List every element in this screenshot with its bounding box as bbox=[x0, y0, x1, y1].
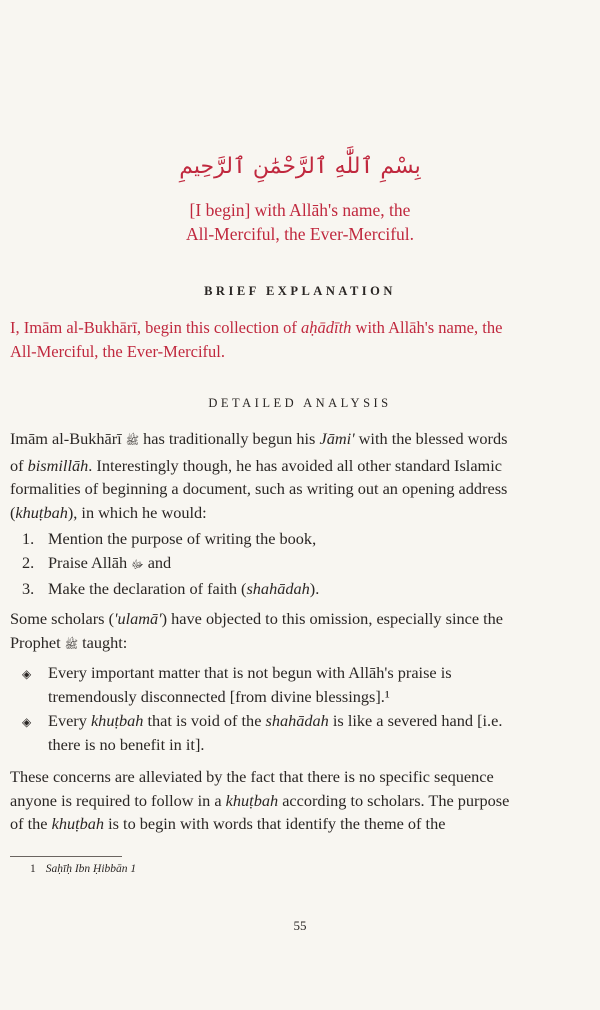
list-item bbox=[22, 709, 512, 756]
brief-explanation-heading: BRIEF EXPLANATION bbox=[204, 284, 396, 298]
numbered-list bbox=[22, 527, 502, 601]
paragraph-italic: khuṭbah bbox=[225, 790, 279, 810]
brief-text-italic: aḥādīth bbox=[301, 318, 352, 337]
honorific-symbol: ﷻ bbox=[131, 558, 144, 571]
list-number: 2. bbox=[22, 552, 35, 572]
list-item-text: Make the declaration of faith ( bbox=[48, 579, 247, 598]
footnote-text: Saḥīḥ Ibn Ḥibbān 1 bbox=[45, 863, 137, 875]
list-item bbox=[22, 527, 502, 551]
list-item-text: and bbox=[143, 552, 172, 572]
paragraph-2 bbox=[10, 607, 515, 657]
paragraph-text: These concerns are alleviated by the fact that there is no specific sequence anyone is required to follow in a bbox=[10, 767, 494, 810]
list-item-text: Praise Allāh bbox=[48, 552, 132, 572]
list-item-text: Mention the purpose of writing the book, bbox=[48, 529, 317, 548]
list-item bbox=[22, 551, 502, 578]
paragraph-text: Imām al-Bukhārī bbox=[10, 429, 126, 448]
detailed-analysis-heading: DETAILED ANALYSIS bbox=[208, 396, 392, 410]
paragraph-italic: bismillāh bbox=[27, 455, 89, 475]
brief-text-part: with Allāh's name, the All-Merciful, the Ever-Merciful. bbox=[10, 318, 503, 361]
brief-text-part: begin bbox=[145, 318, 182, 337]
brief-text-part: I, Imām al-Bukhārī, bbox=[10, 318, 146, 337]
list-item-italic: shahādah bbox=[246, 579, 310, 598]
paragraph-text: has traditionally begun his bbox=[139, 429, 320, 448]
footnote bbox=[30, 863, 136, 875]
list-item bbox=[22, 661, 512, 708]
list-number: 1. bbox=[22, 529, 35, 548]
paragraph-text: ), in which he would: bbox=[67, 502, 207, 522]
list-item-text: Every bbox=[48, 711, 91, 730]
paragraph-text: ) have objected to this omission, especially since the Prophet bbox=[10, 609, 504, 652]
paragraph-italic: khuṭbah bbox=[15, 502, 68, 522]
diamond-bullet-icon: ◈ bbox=[22, 715, 32, 729]
basmala-translation-line1: [I begin] with Allāh's name, the bbox=[189, 200, 411, 220]
basmala-translation-line2: All-Merciful, the Ever-Merciful. bbox=[185, 224, 415, 244]
paragraph-text: with the blessed words of bbox=[10, 429, 508, 475]
list-item-italic: khuṭbah bbox=[90, 711, 144, 730]
paragraph-italic: Jāmi' bbox=[319, 429, 355, 448]
paragraph-text: taught: bbox=[78, 632, 128, 652]
bullet-list bbox=[22, 661, 512, 757]
list-item-text: Every important matter that is not begun with Allāh's praise is tremendously disconnected [from divine blessings].¹ bbox=[48, 663, 452, 706]
list-number: 3. bbox=[22, 579, 35, 598]
paragraph-text: Some scholars ( bbox=[10, 609, 114, 628]
paragraph-1 bbox=[10, 427, 515, 524]
honorific-symbol: ﷺ bbox=[64, 638, 79, 651]
list-item-text: that is void of the bbox=[143, 711, 266, 730]
honorific-symbol: ﷺ bbox=[125, 435, 140, 447]
brief-explanation-text bbox=[10, 316, 515, 364]
footnote-divider bbox=[10, 856, 122, 857]
page-number: 55 bbox=[293, 918, 307, 933]
paragraph-text: is to begin with words that identify the theme of the bbox=[104, 814, 446, 833]
brief-text-part: this collection of bbox=[181, 318, 301, 337]
paragraph-italic: 'ulamā' bbox=[114, 609, 162, 628]
list-item-text: is like a severed hand [i.e. there is no benefit in it]. bbox=[48, 711, 503, 754]
paragraph-text: . Interestingly though, he has avoided all other standard Islamic formalities of beginning a document, such as writing out an opening address ( bbox=[10, 455, 508, 522]
basmala-arabic: بِسْمِ ٱللَّٰهِ ٱلرَّحْمَٰنِ ٱلرَّحِيمِ bbox=[179, 154, 421, 179]
paragraph-3 bbox=[10, 765, 515, 836]
footnote-number: 1 bbox=[30, 863, 36, 875]
paragraph-italic: khuṭbah bbox=[51, 814, 105, 833]
diamond-bullet-icon: ◈ bbox=[22, 667, 32, 681]
list-item bbox=[22, 577, 502, 601]
list-item-italic: shahādah bbox=[265, 711, 329, 730]
paragraph-text: according to scholars. The purpose of the bbox=[10, 790, 510, 833]
basmala-translation bbox=[0, 198, 600, 246]
list-item-text: ). bbox=[309, 579, 320, 598]
